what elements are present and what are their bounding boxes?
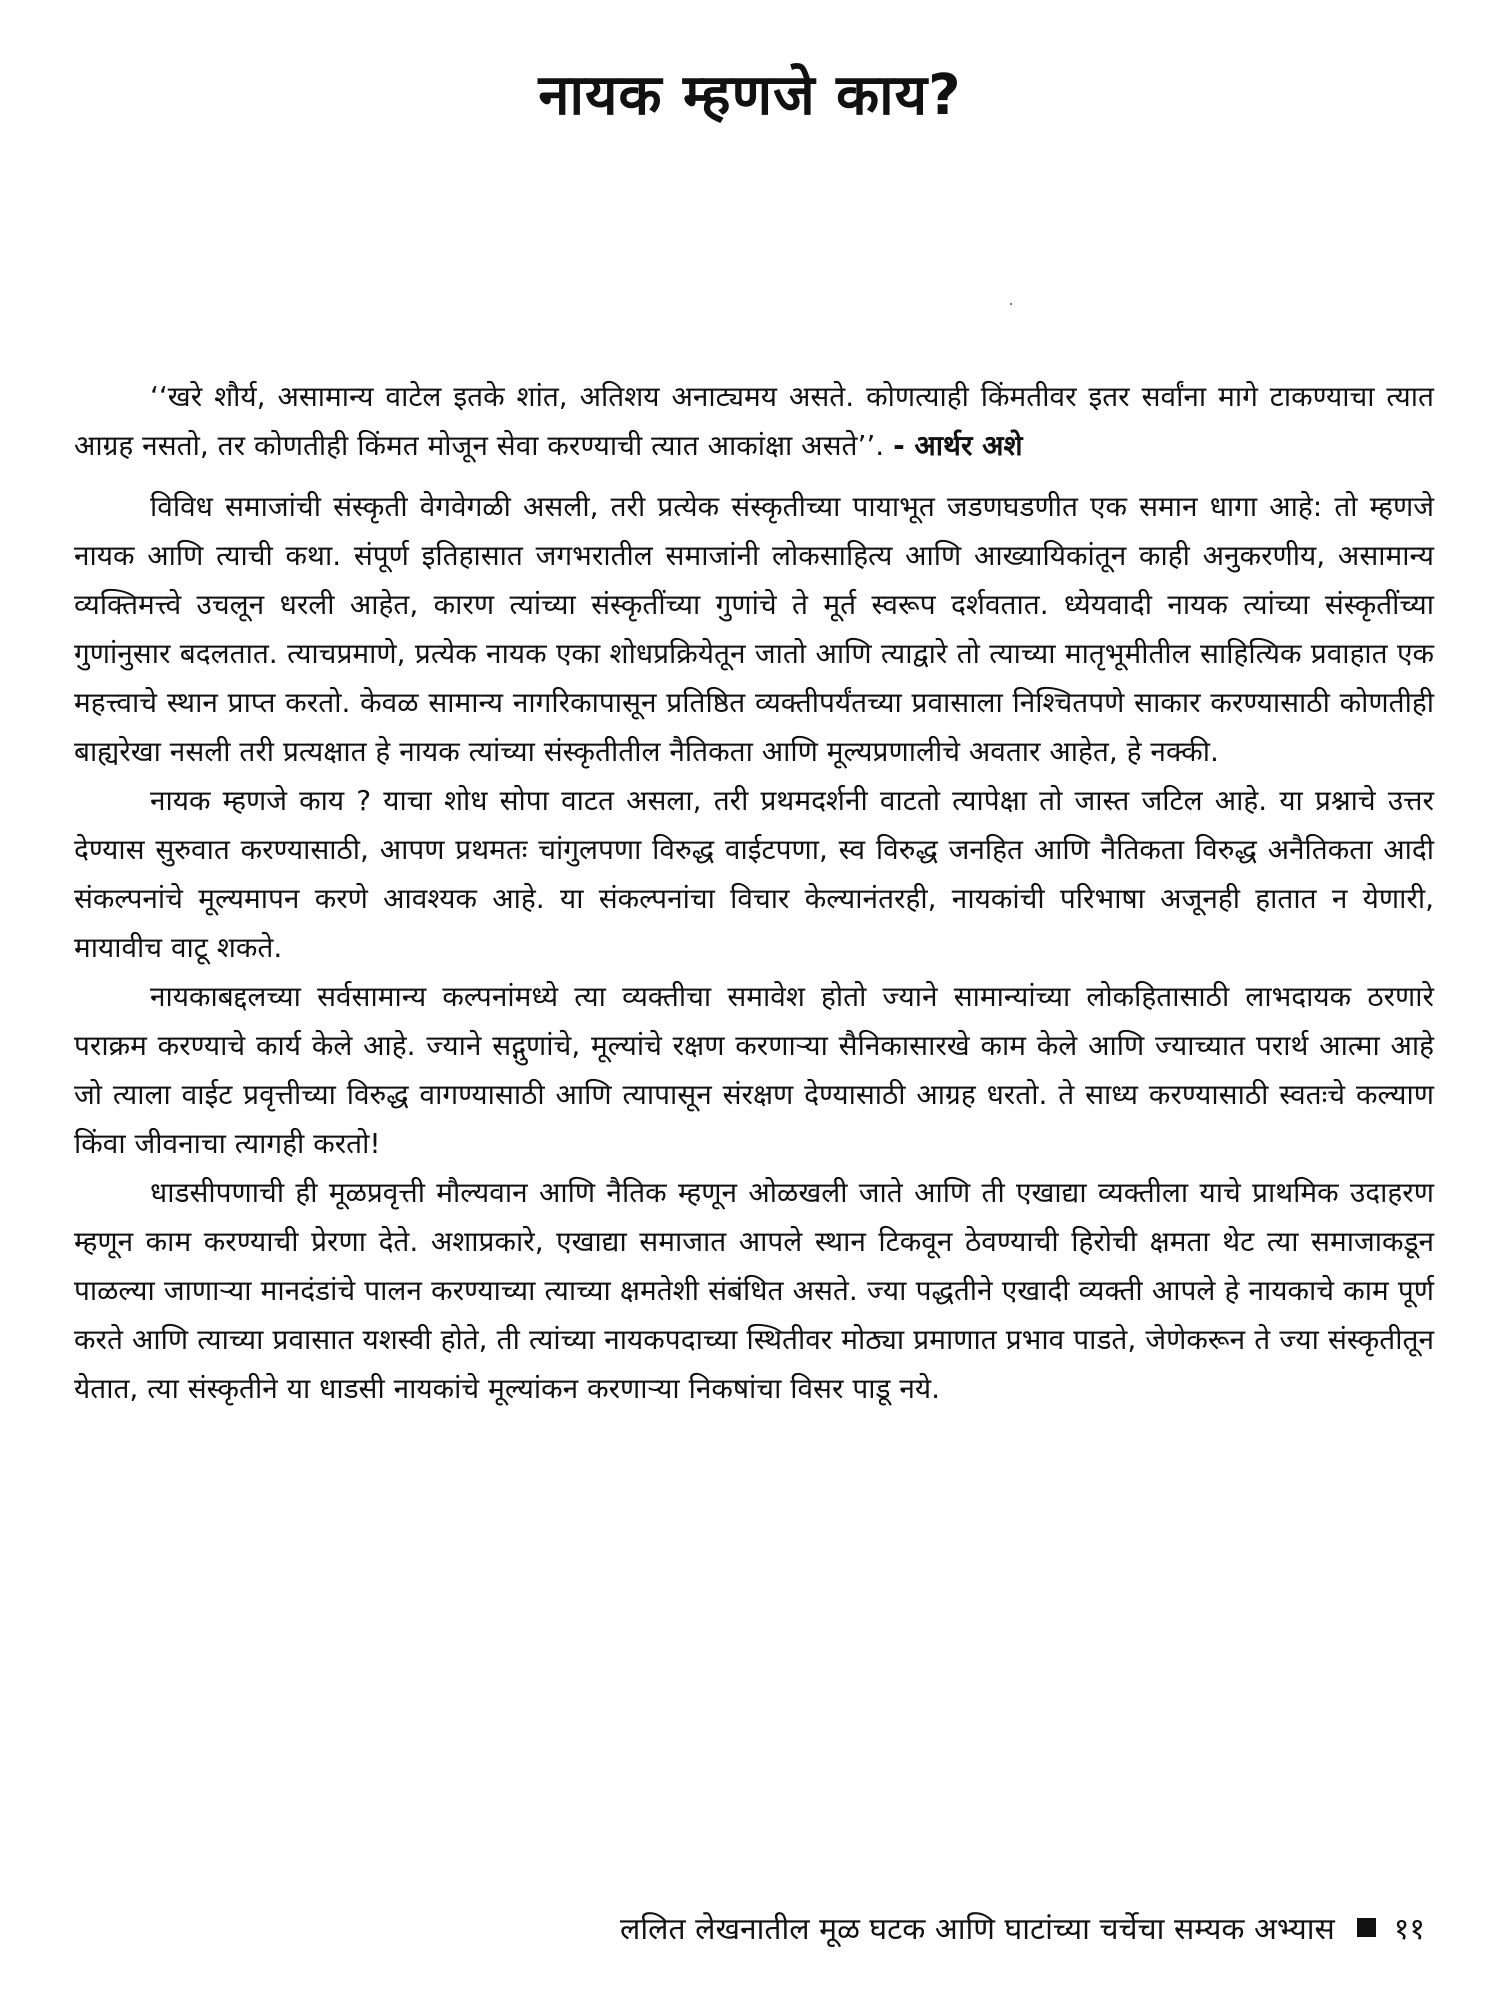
paragraph-2: नायक म्हणजे काय ? याचा शोध सोपा वाटत असला, तरी प्रथमदर्शनी वाटतो त्यापेक्षा तो जास्त जटिल आहे. या प्रश्नाचे उत्तर देण्यास सुरुवात करण्यासाठी, आपण प्रथमतः चांगुलपणा विरुद्ध वाईटपणा, स्व विरुद्ध जनहित आणि नैतिकता विरुद्ध अनैतिकता आदी संकल्पनांचे मूल्यमापन करणे आवश्यक आहे. या संकल्पनांचा विचार केल्यानंतरही, नायकांची परिभाषा अजूनही हातात न येणारी, मायावीच वाटू शकते.	[74, 784, 1434, 964]
body-text	[74, 372, 1434, 1413]
page-number: ११	[1393, 1912, 1425, 1947]
paragraph-1: विविध समाजांची संस्कृती वेगवेगळी असली, तरी प्रत्येक संस्कृतीच्या पायाभूत जडणघडणीत एक समान धागा आहे: तो म्हणजे नायक आणि त्याची कथा. संपूर्ण इतिहासात जगभरातील समाजांनी लोकसाहित्य आणि आख्यायिकांतून काही अनुकरणीय, असामान्य व्यक्तिमत्त्वे उचलून धरली आहेत, कारण त्यांच्या संस्कृतींच्या गुणांचे ते मूर्त स्वरूप दर्शवतात. ध्येयवादी नायक त्यांच्या संस्कृतींच्या गुणांनुसार बदलतात. त्याचप्रमाणे, प्रत्येक नायक एका शोधप्रक्रियेतून जातो आणि त्याद्वारे तो त्याच्या मातृभूमीतील साहित्यिक प्रवाहात एक महत्त्वाचे स्थान प्राप्त करतो. केवळ सामान्य नागरिकापासून प्रतिष्ठित व्यक्तीपर्यंतच्या प्रवासाला निश्चितपणे साकार करण्यासाठी कोणतीही बाह्यरेखा नसली तरी प्रत्यक्षात हे नायक त्यांच्या संस्कृतीतील नैतिकता आणि मूल्यप्रणालीचे अवतार आहेत, हे नक्की.	[74, 490, 1434, 768]
square-bullet-icon	[1357, 1918, 1376, 1937]
paragraph-4: धाडसीपणाची ही मूळप्रवृत्ती मौल्यवान आणि नैतिक म्हणून ओळखली जाते आणि ती एखाद्या व्यक्तीला याचे प्राथमिक उदाहरण म्हणून काम करण्याची प्रेरणा देते. अशाप्रकारे, एखाद्या समाजात आपले स्थान टिकवून ठेवण्याची हिरोची क्षमता थेट त्या समाजाकडून पाळल्या जाणाऱ्या मानदंडांचे पालन करण्याच्या त्याच्या क्षमतेशी संबंधित असते. ज्या पद्धतीने एखादी व्यक्ती आपले हे नायकाचे काम पूर्ण करते आणि त्याच्या प्रवासात यशस्वी होते, ती त्यांच्या नायकपदाच्या स्थितीवर मोठ्या प्रमाणात प्रभाव पाडते, जेणेकरून ते ज्या संस्कृतीतून येतात, त्या संस्कृतीने या धाडसी नायकांचे मूल्यांकन करणाऱ्या निकषांचा विसर पाडू नये.	[74, 1176, 1434, 1405]
paragraph-3: नायकाबद्दलच्या सर्वसामान्य कल्पनांमध्ये त्या व्यक्तीचा समावेश होतो ज्याने सामान्यांच्या लोकहितासाठी लाभदायक ठरणारे पराक्रम करण्याचे कार्य केले आहे. ज्याने सद्गुणांचे, मूल्यांचे रक्षण करणाऱ्या सैनिकासारखे काम केले आणि ज्याच्यात परार्थ आत्मा आहे जो त्याला वाईट प्रवृत्तीच्या विरुद्ध वागण्यासाठी आणि त्यापासून संरक्षण देण्यासाठी आग्रह धरतो. ते साध्य करण्यासाठी स्वतःचे कल्याण किंवा जीवनाचा त्यागही करतो!	[74, 980, 1434, 1160]
page-title: नायक म्हणजे काय?	[538, 63, 962, 128]
running-footer	[0, 1910, 1425, 1950]
epigraph-quote	[74, 372, 1434, 470]
scan-speck	[1010, 303, 1012, 305]
quote-text: ‘‘खरे शौर्य, असामान्य वाटेल इतके शांत, अतिशय अनाट्यमय असते. कोणत्याही किंमतीवर इतर सर्वांना मागे टाकण्याचा त्यात आग्रह नसतो, तर कोणतीही किंमत मोजून सेवा करण्याची त्यात आकांक्षा असते’’.	[74, 380, 1434, 462]
quote-author: - आर्थर अशे	[893, 429, 1023, 462]
footer-book-title: ललित लेखनातील मूळ घटक आणि घाटांच्या चर्चेचा सम्यक अभ्यास	[620, 1912, 1335, 1947]
